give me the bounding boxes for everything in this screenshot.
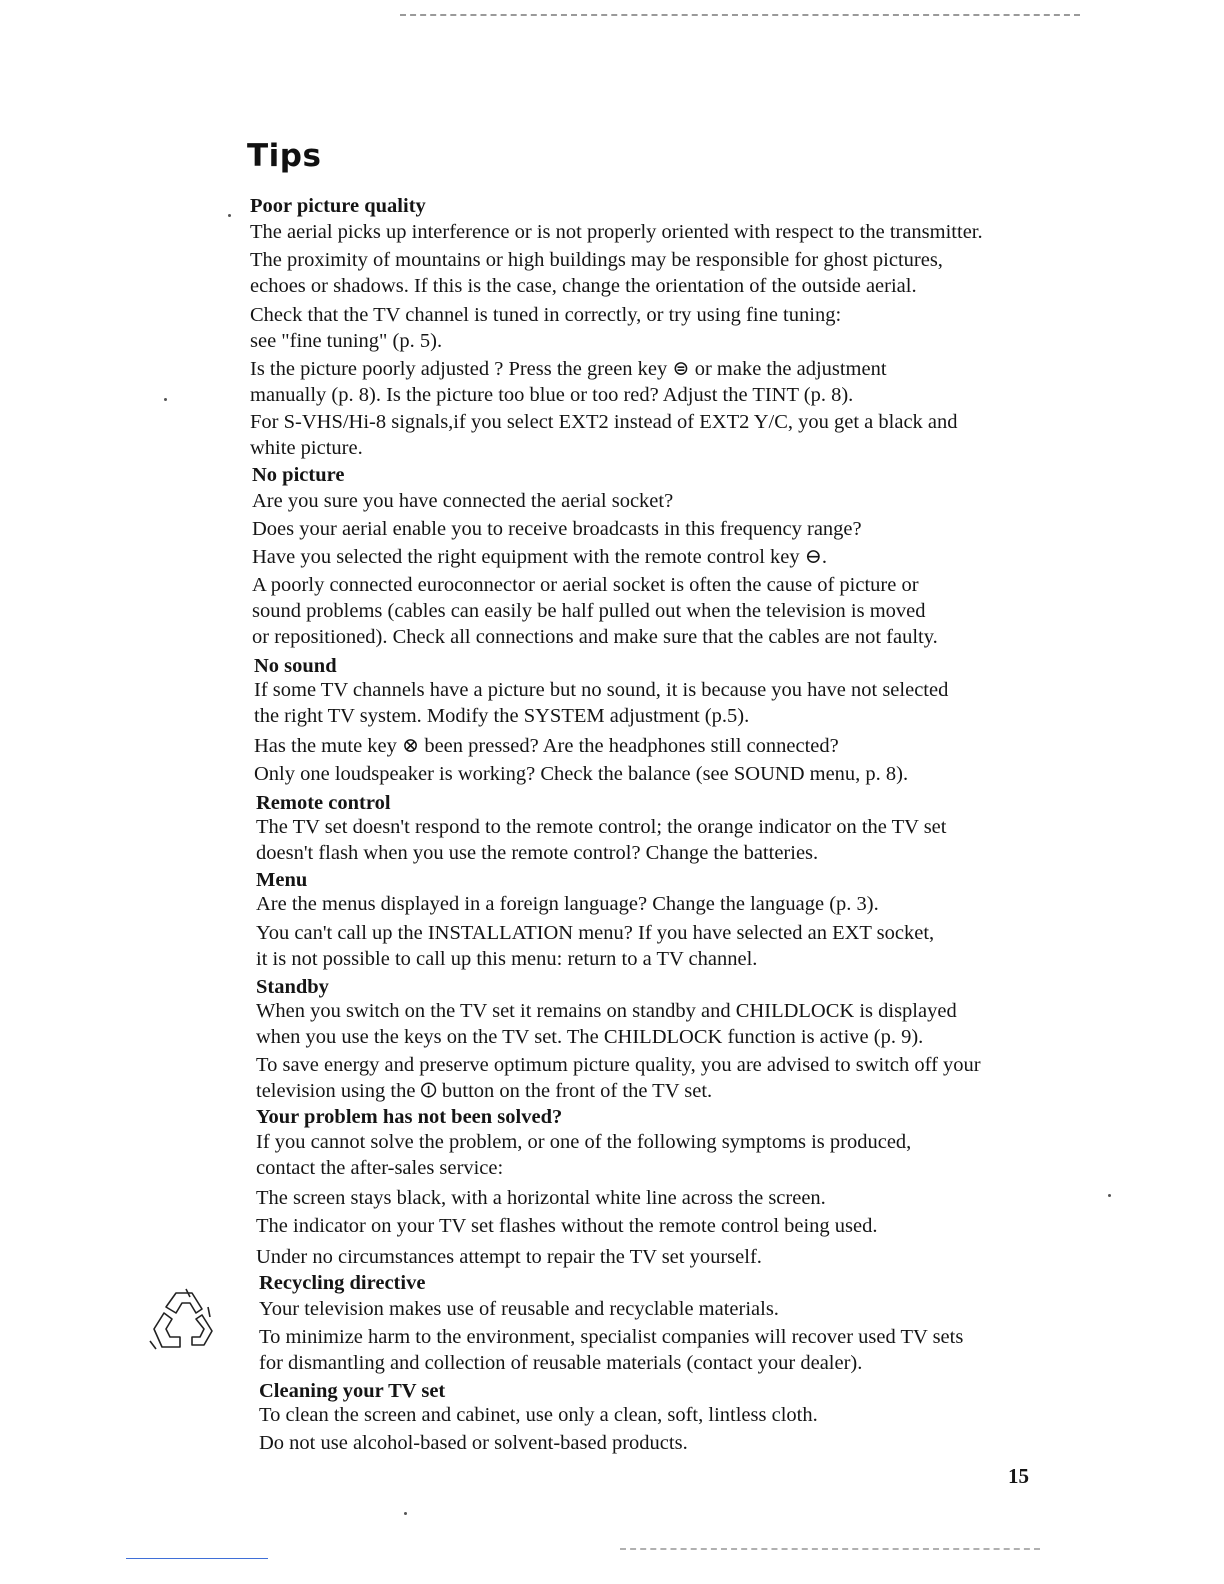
heading-menu: Menu xyxy=(256,869,308,891)
paragraph: A poorly connected euroconnector or aerial socket is often the cause of picture or sound problems (cables can easily be half pulled out when the television is moved or repositioned). Check all connections and make sure that the cables are not faulty. xyxy=(252,574,938,648)
paragraph: Check that the TV channel is tuned in correctly, or try using fine tuning: see "fine tuning" (p. 5). xyxy=(250,304,842,352)
paragraph: Have you selected the right equipment with the remote control key ⊖. xyxy=(252,546,828,568)
paragraph: To clean the screen and cabinet, use only a clean, soft, lintless cloth. xyxy=(259,1404,818,1426)
heading-remote-control: Remote control xyxy=(256,792,391,814)
paragraph: Are the menus displayed in a foreign language? Change the language (p. 3). xyxy=(256,893,879,915)
heading-problem-not-solved: Your problem has not been solved? xyxy=(256,1106,563,1128)
paragraph: If some TV channels have a picture but no sound, it is because you have not selected the right TV system. Modify the SYSTEM adjustment (p.5). xyxy=(254,679,949,727)
paragraph: Only one loudspeaker is working? Check the balance (see SOUND menu, p. 8). xyxy=(254,763,909,785)
paragraph: Your television makes use of reusable and recyclable materials. xyxy=(259,1298,779,1320)
scan-speck xyxy=(1108,1194,1111,1197)
heading-standby: Standby xyxy=(256,976,329,998)
paragraph: To minimize harm to the environment, specialist companies will recover used TV sets for dismantling and collection of reusable materials (contact your dealer). xyxy=(259,1326,964,1374)
paragraph: You can't call up the INSTALLATION menu? If you have selected an EXT socket, it is not possible to call up this menu: return to a TV channel. xyxy=(256,922,935,970)
scan-speck xyxy=(404,1512,407,1515)
scan-artifact-top xyxy=(400,14,1080,16)
paragraph: Is the picture poorly adjusted ? Press the green key ⊜ or make the adjustment manually (p. 8). Is the picture too blue or too red? Adjust the TINT (p. 8). xyxy=(250,358,887,406)
paragraph: Are you sure you have connected the aerial socket? xyxy=(252,490,674,512)
paragraph: Has the mute key ⊗ been pressed? Are the headphones still connected? xyxy=(254,735,839,757)
footer-rule xyxy=(126,1558,268,1559)
heading-recycling-directive: Recycling directive xyxy=(259,1272,426,1294)
page-number: 15 xyxy=(1008,1464,1029,1488)
paragraph: Do not use alcohol-based or solvent-based products. xyxy=(259,1432,688,1454)
paragraph: If you cannot solve the problem, or one of the following symptoms is produced, contact the after-sales service: xyxy=(256,1131,912,1179)
paragraph: For S-VHS/Hi-8 signals,if you select EXT2 instead of EXT2 Y/C, you get a black and white picture. xyxy=(250,411,958,459)
paragraph: The screen stays black, with a horizontal white line across the screen. xyxy=(256,1187,826,1209)
paragraph: The TV set doesn't respond to the remote control; the orange indicator on the TV set doesn't flash when you use the remote control? Change the batteries. xyxy=(256,816,947,864)
paragraph: Does your aerial enable you to receive broadcasts in this frequency range? xyxy=(252,518,862,540)
scan-speck xyxy=(228,214,231,217)
heading-no-picture: No picture xyxy=(252,464,345,486)
paragraph: When you switch on the TV set it remains on standby and CHILDLOCK is displayed when you use the keys on the TV set. The CHILDLOCK function is active (p. 9). xyxy=(256,1000,957,1048)
recycle-icon xyxy=(146,1285,226,1363)
paragraph: To save energy and preserve optimum picture quality, you are advised to switch off your television using the ⏼ button on the front of the TV set. xyxy=(256,1054,981,1102)
paragraph: The proximity of mountains or high buildings may be responsible for ghost pictures, echoes or shadows. If this is the case, change the orientation of the outside aerial. xyxy=(250,249,943,297)
paragraph: The aerial picks up interference or is not properly oriented with respect to the transmitter. xyxy=(250,221,983,243)
scan-artifact-bottom xyxy=(620,1548,1040,1550)
paragraph: The indicator on your TV set flashes without the remote control being used. xyxy=(256,1215,878,1237)
heading-poor-picture-quality: Poor picture quality xyxy=(250,195,426,217)
heading-cleaning: Cleaning your TV set xyxy=(259,1380,446,1402)
heading-no-sound: No sound xyxy=(254,655,337,677)
scan-speck xyxy=(164,398,167,401)
paragraph: Under no circumstances attempt to repair the TV set yourself. xyxy=(256,1246,762,1268)
page-title: Tips xyxy=(247,138,322,174)
